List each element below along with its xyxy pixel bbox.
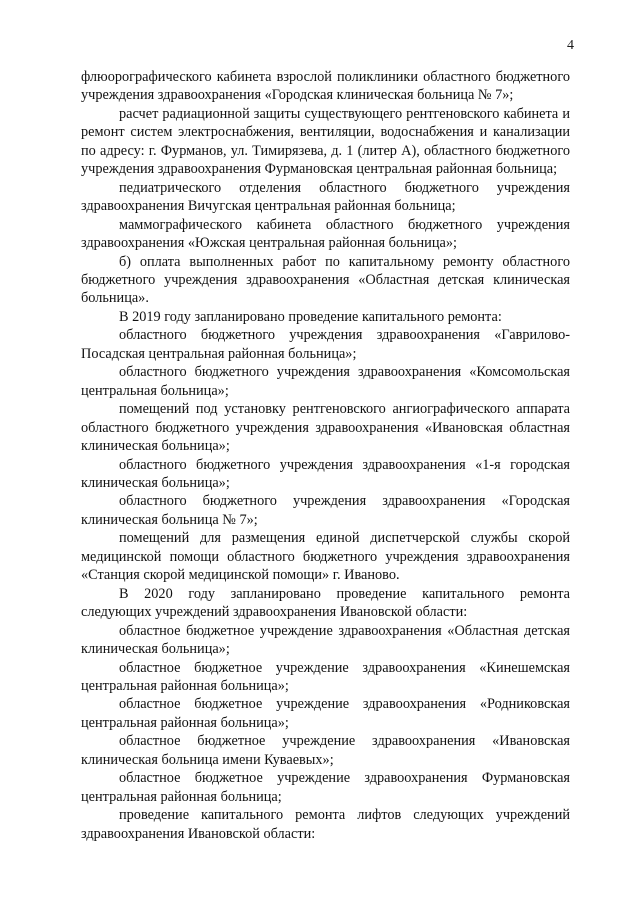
paragraph: областное бюджетное учреждение здравоохранения «Ивановская клиническая больница имени Куваевых»; (81, 733, 570, 768)
paragraph: областное бюджетное учреждение здравоохранения «Родниковская центральная районная больница»; (81, 696, 570, 731)
paragraph: проведение капитального ремонта лифтов следующих учреждений здравоохранения Ивановской области: (81, 807, 570, 842)
paragraph: областное бюджетное учреждение здравоохранения Фурмановская центральная районная больница; (81, 770, 570, 805)
paragraph: расчет радиационной защиты существующего рентгеновского кабинета и ремонт систем электроснабжения, вентиляции, водоснабжения и канализации по адресу: г. Фурманов, ул. Тимирязева, д. 1 (литер А), областного бюджетного учреждения здравоохранения Фурмановская центральная районная больница; (81, 105, 570, 178)
paragraph: областного бюджетного учреждения здравоохранения «Гаврилово-Посадская центральная районная больница»; (81, 327, 570, 362)
page-number: 4 (567, 38, 574, 53)
paragraph: областное бюджетное учреждение здравоохранения «Областная детская клиническая больница»; (81, 622, 570, 658)
paragraph: помещений для размещения единой диспетчерской службы скорой медицинской помощи областного бюджетного учреждения здравоохранения «Станция скорой медицинской помощи» г. Иваново. (81, 530, 570, 584)
paragraph: областного бюджетного учреждения здравоохранения «Комсомольская центральная больница»; (81, 364, 570, 399)
paragraph: областного бюджетного учреждения здравоохранения «Городская клиническая больница № 7»; (81, 493, 570, 528)
paragraph: б) оплата выполненных работ по капитальному ремонту областного бюджетного учреждения здравоохранения «Областная детская клиническая больница». (81, 253, 570, 307)
paragraph: областное бюджетное учреждение здравоохранения «Кинешемская центральная районная больница»; (81, 659, 570, 694)
paragraph: маммографического кабинета областного бюджетного учреждения здравоохранения «Южская центральная районная больница»; (81, 216, 570, 252)
paragraph: В 2019 году запланировано проведение капитального ремонта: (119, 308, 502, 325)
document-body (81, 68, 570, 843)
paragraph: помещений под установку рентгеновского ангиографического аппарата областного бюджетного учреждения здравоохранения «Ивановская областная клиническая больница»; (81, 401, 570, 455)
paragraph: областного бюджетного учреждения здравоохранения «1-я городская клиническая больница»; (81, 456, 570, 491)
paragraph: педиатрического отделения областного бюджетного учреждения здравоохранения Вичугская центральная районная больница; (81, 179, 570, 215)
paragraph: В 2020 году запланировано проведение капитального ремонта следующих учреждений здравоохранения Ивановской области: (81, 585, 570, 621)
paragraph: флюорографического кабинета взрослой поликлиники областного бюджетного учреждения здравоохранения «Городская клиническая больница № 7»; (81, 69, 570, 104)
